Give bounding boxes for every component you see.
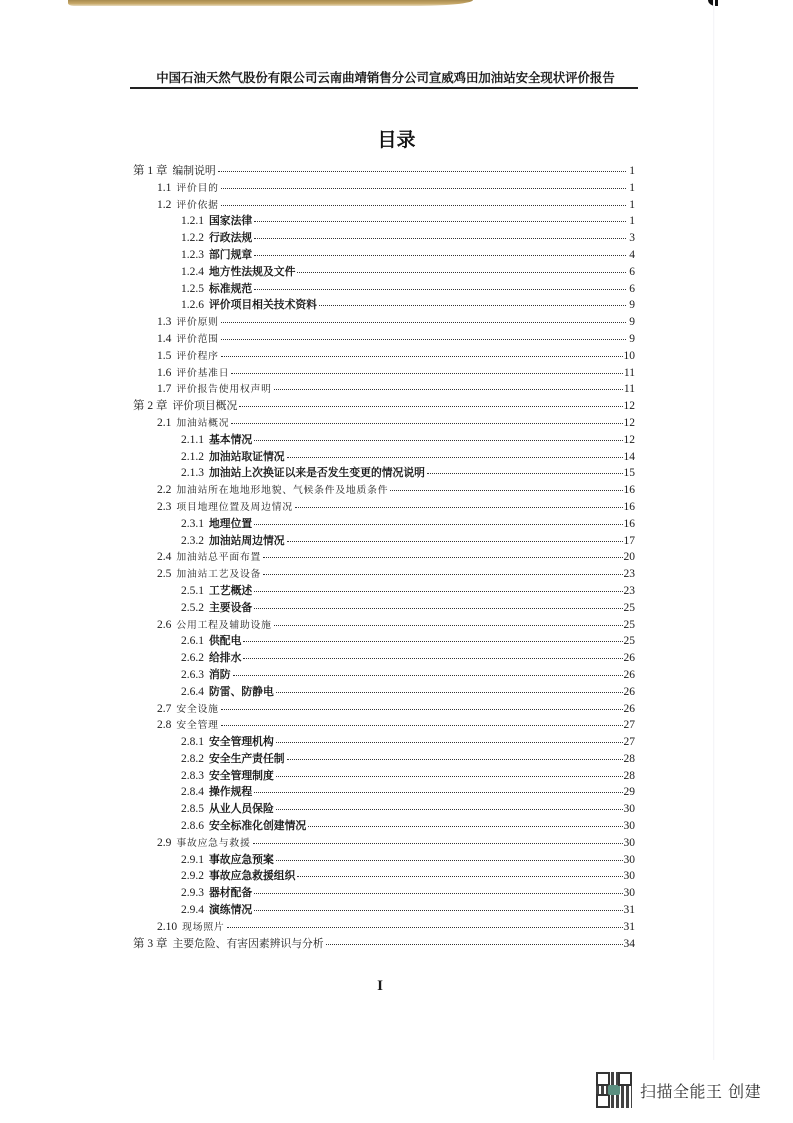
toc-section-entry[interactable] [133, 331, 635, 348]
toc-entry-page: 30 [623, 803, 635, 816]
toc-entry-title: 评价项目概况 [172, 399, 238, 413]
toc-entry-page: 9 [629, 299, 635, 312]
toc-entry-title: 操作规程 [209, 785, 253, 799]
toc-entry-title: 评价程序 [176, 350, 219, 362]
toc-dot-leader [239, 406, 622, 407]
toc-dot-leader [221, 709, 623, 710]
toc-dot-leader [254, 440, 622, 441]
toc-subsection-entry[interactable] [133, 516, 635, 533]
toc-dot-leader [254, 792, 622, 793]
toc-entry-number: 1.2.2 [181, 232, 204, 245]
running-header: 中国石油天然气股份有限公司云南曲靖销售分公司宣威鸡田加油站安全现状评价报告 [156, 70, 615, 85]
toc-entry-number: 1.4 [157, 332, 172, 345]
toc-entry-page: 25 [623, 635, 635, 648]
toc-dot-leader [276, 742, 623, 743]
toc-section-entry[interactable] [133, 701, 635, 718]
toc-entry-page: 11 [623, 366, 635, 379]
toc-entry-page: 12 [623, 433, 635, 446]
toc-entry-title: 安全管理 [176, 720, 219, 732]
toc-subsection-entry[interactable] [133, 684, 635, 701]
toc-entry-title: 安全管理机构 [209, 735, 274, 749]
toc-entry-title: 工艺概述 [209, 583, 253, 597]
toc-dot-leader [295, 507, 623, 508]
toc-dot-leader [297, 876, 622, 877]
toc-entry-number: 2.9.2 [181, 870, 204, 883]
toc-entry-page: 12 [623, 416, 635, 429]
toc-entry-title: 现场照片 [182, 921, 225, 933]
toc-entry-title: 演练情况 [209, 903, 253, 917]
toc-entry-number: 2.8.1 [181, 736, 204, 749]
toc-subsection-entry[interactable] [133, 667, 635, 684]
toc-entry-page: 1 [629, 198, 635, 211]
toc-entry-number: 2.6 [157, 618, 172, 631]
qr-code-icon [596, 1072, 632, 1108]
toc-dot-leader [254, 255, 626, 256]
toc-section-entry[interactable] [133, 482, 635, 499]
toc-dot-leader [308, 826, 622, 827]
toc-entry-title: 部门规章 [209, 247, 253, 261]
toc-entry-number: 2.8.3 [181, 769, 204, 782]
toc-entry-title: 基本情况 [209, 432, 253, 446]
toc-subsection-entry[interactable] [133, 281, 635, 298]
toc-entry-title: 供配电 [209, 634, 242, 648]
toc-subsection-entry[interactable] [133, 801, 635, 818]
toc-entry-title: 评价项目相关技术资料 [209, 298, 317, 312]
toc-entry-number: 2.1.1 [181, 433, 204, 446]
toc-entry-number: 2.2 [157, 484, 172, 497]
toc-entry-number: 2.9 [157, 836, 172, 849]
toc-entry-page: 26 [623, 702, 635, 715]
toc-entry-page: 10 [623, 349, 635, 362]
toc-entry-title: 消防 [209, 667, 231, 681]
toc-dot-leader [276, 776, 623, 777]
toc-entry-title: 安全生产责任制 [209, 751, 285, 765]
toc-entry-page: 28 [623, 752, 635, 765]
toc-entry-title: 主要危险、有害因素辨识与分析 [172, 936, 324, 950]
toc-dot-leader [319, 305, 626, 306]
toc-subsection-entry[interactable] [133, 583, 635, 600]
toc-dot-leader [287, 457, 623, 458]
toc-section-entry[interactable] [133, 381, 635, 398]
toc-chapter-entry[interactable] [133, 936, 635, 953]
toc-entry-page: 34 [623, 937, 635, 950]
toc-entry-page: 29 [623, 786, 635, 799]
toc-section-entry[interactable] [133, 835, 635, 852]
toc-entry-page: 30 [623, 887, 635, 900]
toc-dot-leader [233, 675, 623, 676]
toc-entry-page: 16 [623, 484, 635, 497]
toc-subsection-entry[interactable] [133, 734, 635, 751]
toc-entry-number: 2.3.2 [181, 534, 204, 547]
toc-entry-number: 2.1.3 [181, 467, 204, 480]
toc-dot-leader [390, 490, 622, 491]
toc-entry-number: 第 1 章 [133, 165, 168, 177]
toc-section-entry[interactable] [133, 314, 635, 331]
toc-entry-title: 安全标准化创建情况 [209, 819, 307, 833]
toc-dot-leader [254, 289, 626, 290]
toc-dot-leader [263, 557, 622, 558]
toc-subsection-entry[interactable] [133, 902, 635, 919]
toc-entry-number: 1.5 [157, 349, 172, 362]
toc-subsection-entry[interactable] [133, 264, 635, 281]
toc-entry-number: 第 3 章 [133, 937, 168, 950]
toc-entry-number: 2.3.1 [181, 517, 204, 530]
toc-entry-page: 9 [629, 332, 635, 345]
toc-entry-page: 1 [629, 165, 635, 177]
toc-dot-leader [274, 389, 623, 390]
table-of-contents [133, 163, 635, 952]
toc-entry-title: 评价目的 [176, 182, 219, 194]
toc-subsection-entry[interactable] [133, 751, 635, 768]
toc-entry-number: 2.1.2 [181, 450, 204, 463]
toc-section-entry[interactable] [133, 365, 635, 382]
toc-entry-title: 评价报告使用权声明 [176, 384, 272, 396]
toc-entry-number: 2.1 [157, 416, 172, 429]
toc-entry-page: 30 [623, 836, 635, 849]
toc-dot-leader [231, 423, 622, 424]
toc-entry-number: 2.4 [157, 551, 172, 564]
toc-entry-page: 9 [629, 316, 635, 329]
toc-entry-title: 安全管理制度 [209, 768, 274, 782]
toc-entry-number: 2.6.4 [181, 685, 204, 698]
toc-entry-number: 1.7 [157, 383, 172, 396]
toc-entry-page: 31 [623, 920, 635, 933]
toc-subsection-entry[interactable] [133, 600, 635, 617]
toc-entry-page: 15 [623, 467, 635, 480]
toc-entry-page: 30 [623, 870, 635, 883]
toc-entry-number: 2.8.6 [181, 820, 204, 833]
toc-entry-title: 事故应急与救援 [176, 837, 251, 849]
toc-entry-title: 加油站工艺及设备 [176, 569, 262, 581]
toc-entry-title: 公用工程及辅助设施 [176, 619, 272, 631]
toc-section-entry[interactable] [133, 348, 635, 365]
toc-section-entry[interactable] [133, 499, 635, 516]
toc-subsection-entry[interactable] [133, 465, 635, 482]
toc-dot-leader [287, 541, 623, 542]
toc-entry-title: 器材配备 [209, 886, 253, 900]
toc-subsection-entry[interactable] [133, 533, 635, 550]
toc-dot-leader [227, 927, 623, 928]
toc-section-entry[interactable] [133, 717, 635, 734]
toc-entry-page: 11 [623, 383, 635, 396]
toc-entry-page: 25 [623, 618, 635, 631]
toc-dot-leader [221, 725, 623, 726]
toc-entry-number: 2.8 [157, 719, 172, 732]
toc-entry-page: 27 [623, 719, 635, 732]
page-number: I [377, 978, 383, 994]
toc-entry-number: 1.2.3 [181, 248, 204, 261]
toc-dot-leader [221, 339, 626, 340]
toc-dot-leader [231, 373, 623, 374]
toc-entry-number: 1.2.1 [181, 215, 204, 228]
toc-chapter-entry[interactable] [133, 163, 635, 180]
toc-dot-leader [221, 205, 626, 206]
toc-entry-page: 26 [623, 652, 635, 665]
toc-entry-page: 14 [623, 450, 635, 463]
toc-entry-page: 26 [623, 685, 635, 698]
toc-entry-number: 2.9.3 [181, 887, 204, 900]
toc-entry-page: 25 [623, 601, 635, 614]
toc-entry-number: 2.6.3 [181, 668, 204, 681]
toc-entry-number: 1.6 [157, 366, 172, 379]
toc-subsection-entry[interactable] [133, 432, 635, 449]
toc-entry-page: 12 [623, 400, 635, 413]
toc-entry-number: 1.1 [157, 181, 172, 194]
toc-subsection-entry[interactable] [133, 885, 635, 902]
toc-subsection-entry[interactable] [133, 768, 635, 785]
toc-dot-leader [218, 171, 626, 172]
toc-entry-number: 第 2 章 [133, 400, 168, 413]
toc-subsection-entry[interactable] [133, 633, 635, 650]
toc-entry-page: 30 [623, 820, 635, 833]
toc-entry-number: 2.6.2 [181, 652, 204, 665]
toc-entry-page: 17 [623, 534, 635, 547]
toc-entry-title: 加油站周边情况 [209, 533, 285, 547]
toc-entry-number: 2.5 [157, 568, 172, 581]
toc-entry-page: 6 [629, 265, 635, 278]
toc-entry-page: 16 [623, 500, 635, 513]
toc-entry-title: 项目地理位置及周边情况 [176, 501, 293, 513]
toc-entry-page: 1 [629, 181, 635, 194]
toc-section-entry[interactable] [133, 549, 635, 566]
toc-dot-leader [221, 188, 626, 189]
toc-entry-title: 给排水 [209, 651, 242, 665]
toc-entry-title: 标准规范 [209, 281, 253, 295]
toc-entry-number: 2.3 [157, 500, 172, 513]
toc-dot-leader [254, 524, 622, 525]
toc-entry-number: 2.8.4 [181, 786, 204, 799]
toc-subsection-entry[interactable] [133, 868, 635, 885]
toc-entry-title: 加油站上次换证以来是否发生变更的情况说明 [209, 466, 425, 480]
toc-dot-leader [263, 574, 622, 575]
toc-section-entry[interactable] [133, 566, 635, 583]
toc-dot-leader [253, 843, 623, 844]
toc-dot-leader [221, 322, 626, 323]
toc-subsection-entry[interactable] [133, 650, 635, 667]
toc-entry-page: 23 [623, 584, 635, 597]
toc-entry-page: 20 [623, 551, 635, 564]
toc-entry-title: 地理位置 [209, 516, 253, 530]
toc-entry-title: 编制说明 [172, 164, 216, 177]
toc-entry-number: 1.2.6 [181, 299, 204, 312]
toc-subsection-entry[interactable] [133, 449, 635, 466]
toc-entry-number: 2.9.1 [181, 853, 204, 866]
toc-entry-title: 评价基准日 [176, 367, 230, 379]
toc-entry-title: 主要设备 [209, 600, 253, 614]
toc-entry-number: 1.2.4 [181, 265, 204, 278]
toc-entry-number: 2.9.4 [181, 904, 204, 917]
toc-entry-page: 31 [623, 904, 635, 917]
toc-entry-number: 1.2 [157, 198, 172, 211]
toc-entry-title: 评价原则 [176, 317, 219, 329]
toc-entry-title: 加油站所在地地形地貌、气候条件及地质条件 [176, 485, 389, 497]
toc-subsection-entry[interactable] [133, 213, 635, 230]
toc-subsection-entry[interactable] [133, 784, 635, 801]
toc-entry-title: 安全设施 [176, 703, 219, 715]
toc-entry-number: 1.3 [157, 316, 172, 329]
toc-dot-leader [276, 860, 623, 861]
toc-dot-leader [243, 658, 622, 659]
toc-dot-leader [254, 608, 622, 609]
toc-dot-leader [297, 272, 626, 273]
toc-entry-page: 3 [629, 232, 635, 245]
toc-section-entry[interactable] [133, 180, 635, 197]
header-rule [130, 87, 638, 89]
toc-dot-leader [254, 591, 622, 592]
toc-entry-page: 16 [623, 517, 635, 530]
toc-subsection-entry[interactable] [133, 230, 635, 247]
toc-dot-leader [274, 625, 623, 626]
toc-dot-leader [254, 893, 622, 894]
toc-dot-leader [326, 944, 623, 945]
toc-entry-title: 地方性法规及文件 [209, 264, 296, 278]
toc-subsection-entry[interactable] [133, 297, 635, 314]
watermark-text: 扫描全能王 创建 [640, 1081, 762, 1101]
toc-entry-title: 加油站概况 [176, 417, 230, 429]
toc-dot-leader [276, 692, 623, 693]
toc-entry-title: 事故应急预案 [209, 852, 274, 866]
toc-subsection-entry[interactable] [133, 852, 635, 869]
toc-subsection-entry[interactable] [133, 247, 635, 264]
toc-entry-title: 防雷、防静电 [209, 684, 274, 698]
toc-entry-title: 事故应急救援组织 [209, 869, 296, 883]
toc-entry-title: 加油站取证情况 [209, 449, 285, 463]
toc-entry-title: 评价范围 [176, 333, 219, 345]
toc-dot-leader [254, 238, 626, 239]
toc-section-entry[interactable] [133, 415, 635, 432]
toc-entry-number: 1.2.5 [181, 282, 204, 295]
toc-entry-page: 6 [629, 282, 635, 295]
toc-dot-leader [427, 473, 623, 474]
toc-entry-page: 27 [623, 736, 635, 749]
toc-dot-leader [287, 759, 623, 760]
toc-entry-page: 26 [623, 668, 635, 681]
toc-chapter-entry[interactable] [133, 398, 635, 415]
toc-entry-page: 4 [629, 248, 635, 261]
page-edge-shadow [713, 0, 715, 1060]
toc-title: 目录 [377, 129, 416, 151]
toc-entry-number: 2.5.1 [181, 584, 204, 597]
toc-dot-leader [243, 641, 622, 642]
toc-section-entry[interactable] [133, 197, 635, 214]
toc-dot-leader [221, 356, 623, 357]
toc-entry-page: 1 [629, 215, 635, 228]
toc-entry-number: 2.10 [157, 920, 178, 933]
toc-entry-title: 从业人员保险 [209, 802, 274, 816]
toc-entry-title: 评价依据 [176, 199, 219, 211]
toc-entry-title: 行政法规 [209, 231, 253, 245]
toc-entry-number: 2.7 [157, 702, 172, 715]
toc-dot-leader [254, 221, 626, 222]
toc-entry-title: 国家法律 [209, 214, 253, 228]
toc-entry-page: 30 [623, 853, 635, 866]
scan-edge-background [68, 0, 473, 6]
toc-entry-page: 23 [623, 568, 635, 581]
scanner-watermark [596, 1072, 761, 1108]
toc-entry-number: 2.8.5 [181, 803, 204, 816]
toc-entry-title: 加油站总平面布置 [176, 552, 262, 564]
toc-subsection-entry[interactable] [133, 818, 635, 835]
toc-section-entry[interactable] [133, 919, 635, 936]
toc-entry-number: 2.6.1 [181, 635, 204, 648]
toc-dot-leader [254, 910, 622, 911]
toc-section-entry[interactable] [133, 617, 635, 634]
toc-entry-number: 2.5.2 [181, 601, 204, 614]
toc-dot-leader [276, 809, 623, 810]
toc-entry-number: 2.8.2 [181, 752, 204, 765]
toc-entry-page: 28 [623, 769, 635, 782]
